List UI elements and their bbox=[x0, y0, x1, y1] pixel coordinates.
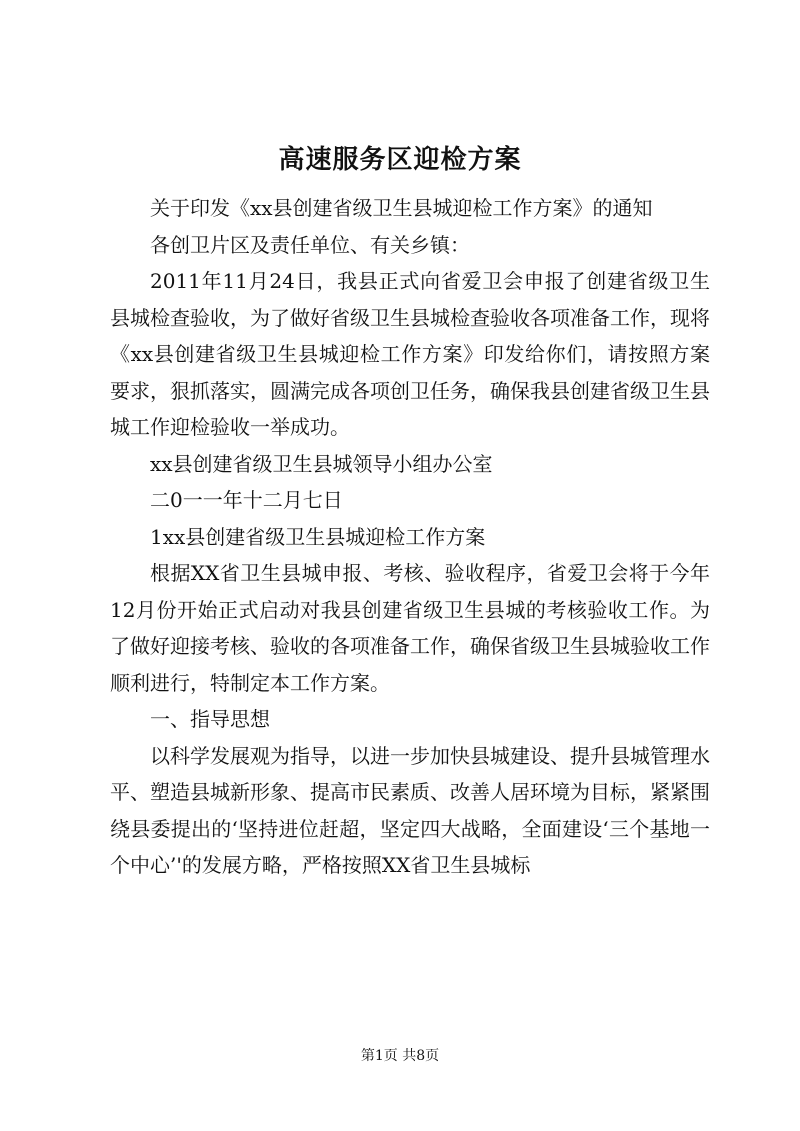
document-body bbox=[110, 190, 710, 884]
issue-date: 二0一一年十二月七日 bbox=[150, 488, 343, 512]
body-paragraph: 根据XX省卫生县城申报、考核、验收程序，省爱卫会将于今年12月份开始正式启动对我县创建省级卫生县城的考核验收工作。为了做好迎接考核、验收的各项准备工作，确保省级卫生县城验收工作顺利进行，特制定本工作方案。 bbox=[110, 561, 710, 695]
body-paragraph: 以科学发展观为指导，以进一步加快县城建设、提升县城管理水平、塑造县城新形象、提高市民素质、改善人居环境为目标，紧紧围绕县委提出的‘坚持进位赶超，坚定四大战略，全面建设‘三个基地一个中心’'的发展方略，严格按照XX省卫生县城标 bbox=[110, 743, 710, 877]
body-paragraph: 2011年11月24日，我县正式向省爱卫会申报了创建省级卫生县城检查验收，为了做好省级卫生县城检查验收各项准备工作，现将《xx县创建省级卫生县城迎检工作方案》印发给你们，请按照方案要求，狠抓落实，圆满完成各项创卫任务，确保我县创建省级卫生县城工作迎检验收一举成功。 bbox=[110, 269, 710, 439]
notice-heading: 关于印发《xx县创建省级卫生县城迎检工作方案》的通知 bbox=[150, 196, 653, 220]
issuer-office: xx县创建省级卫生县城领导小组办公室 bbox=[150, 451, 493, 476]
document-title: 高速服务区迎检方案 bbox=[278, 145, 522, 175]
page-number-footer: 第1页 共8页 bbox=[360, 1048, 440, 1064]
section-heading: 一、指导思想 bbox=[150, 707, 270, 731]
plan-heading: 1xx县创建省级卫生县城迎检工作方案 bbox=[150, 524, 486, 549]
salutation: 各创卫片区及责任单位、有关乡镇： bbox=[150, 232, 470, 257]
